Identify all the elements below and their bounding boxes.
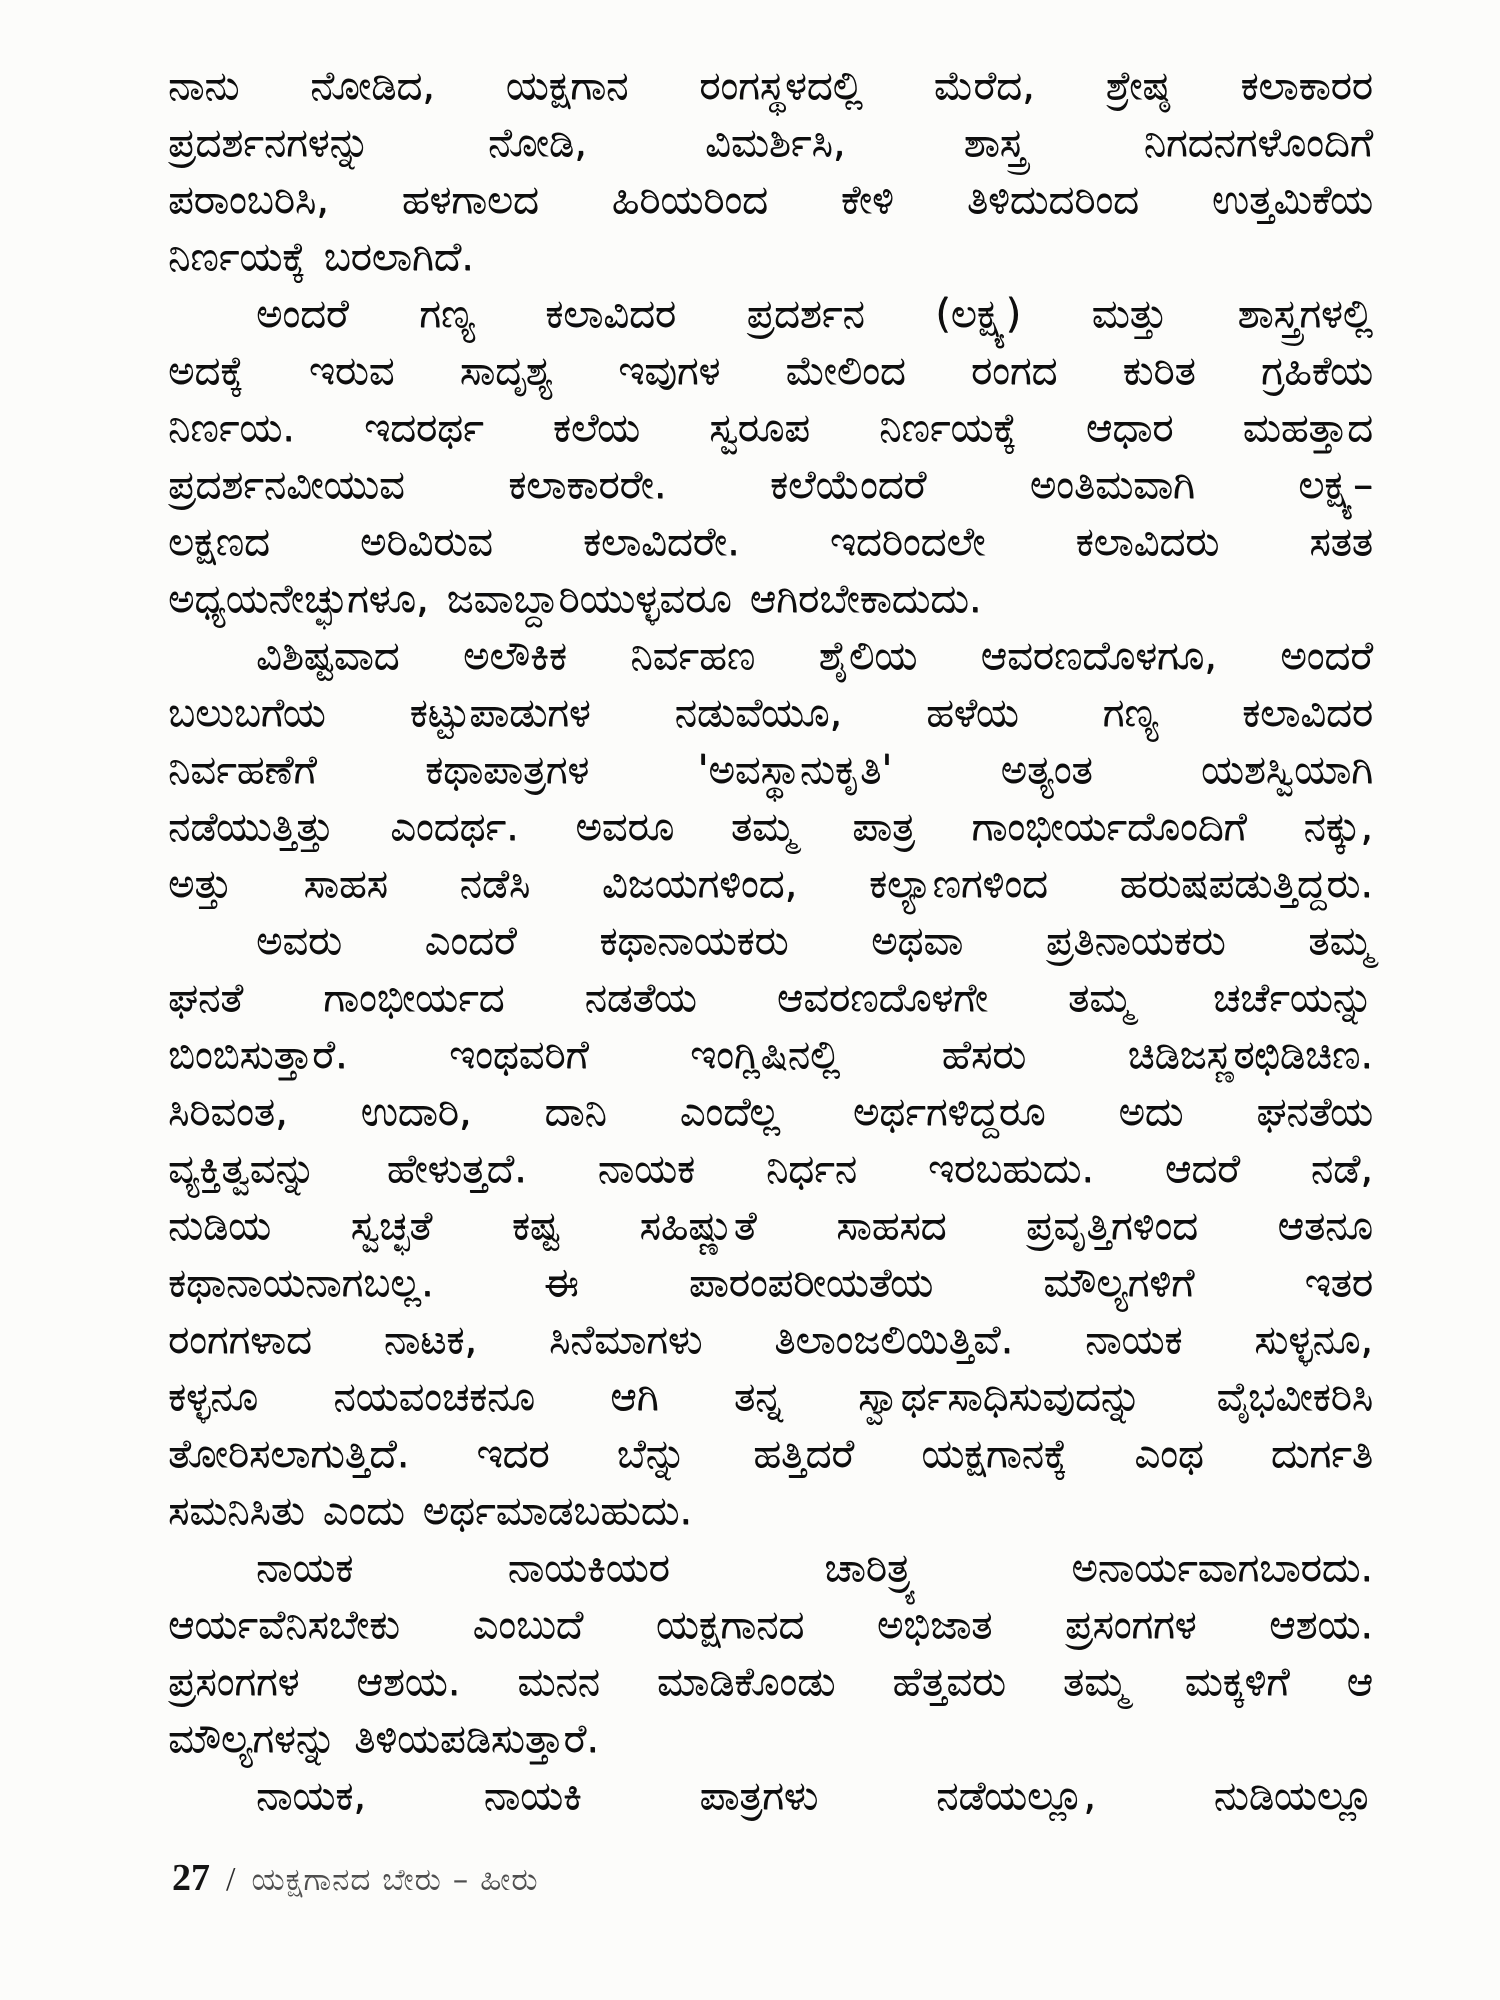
word: ತನ್ನ — [733, 1374, 783, 1420]
word: ಆಗಿರಬೇಕಾದುದು. — [749, 576, 982, 622]
text-line — [168, 400, 1373, 457]
book-title: ಯಕ್ಷಗಾನದ ಬೇರು – ಹೀರು — [251, 1862, 539, 1898]
word: ಚರ್ಚೆಯನ್ನು — [1212, 975, 1373, 1021]
word: ನುಡಿಯ — [168, 1203, 271, 1249]
word: ನಾನು — [168, 63, 240, 109]
word: ಜವಾಬ್ದಾರಿಯುಳ್ಳವರೂ — [446, 576, 732, 622]
word: ಗಣ್ಯ — [419, 291, 475, 337]
word: ಇರುವ — [308, 348, 395, 394]
word: ಅತ್ಯಂತ — [1000, 747, 1093, 793]
word: ನಿರ್ವಹಣೆಗೆ — [168, 747, 317, 793]
word: ಇಂಗ್ಲಿಷಿನಲ್ಲಿ — [690, 1032, 841, 1078]
word: ಹೆಸರು — [941, 1032, 1027, 1078]
word: ನಿರ್ಣಯ. — [168, 405, 295, 451]
word: ನಡತೆಯ — [584, 975, 697, 1021]
word: ಅತ್ತು — [168, 861, 232, 907]
text-line — [168, 1027, 1373, 1084]
word: ಕಥಾನಾಯಕರು — [599, 918, 789, 964]
word: ಕಟ್ಟುಪಾಡುಗಳ — [409, 690, 591, 736]
word: ಈ — [543, 1260, 579, 1306]
text-line — [168, 1255, 1373, 1312]
word: ರಂಗಗಳಾದ — [168, 1317, 312, 1363]
text-line — [168, 1711, 1373, 1768]
word: ಆತನೂ — [1277, 1203, 1373, 1249]
word: ಮೌಲ್ಯಗಳಿಗೆ — [1043, 1260, 1195, 1306]
word: ಘನತೆಯ — [1256, 1089, 1373, 1135]
word: ಪ್ರವೃತ್ತಿಗಳಿಂದ — [1026, 1203, 1198, 1249]
text-line — [168, 1369, 1373, 1426]
word: ಅಧ್ಯಯನೇಚ್ಛುಗಳೂ, — [168, 576, 429, 622]
word: ಕಥಾನಾಯನಾಗಬಲ್ಲ. — [168, 1260, 434, 1306]
word: ಆ — [1346, 1659, 1373, 1705]
word: ಸಾಹಸದ — [836, 1203, 947, 1249]
word: ತಿಲಾಂಜಲಿಯಿತ್ತಿವೆ. — [774, 1317, 1014, 1363]
word: ಇವುಗಳ — [618, 348, 721, 394]
word: ವಿಮರ್ಶಿಸಿ, — [705, 120, 846, 166]
text-line — [168, 970, 1373, 1027]
word: ತಿಳಿದುದರಿಂದ — [966, 177, 1139, 223]
word: ಆವರಣದೊಳಗೂ, — [980, 633, 1217, 679]
word: ನಿಗದನಗಳೊಂದಿಗೆ — [1143, 120, 1373, 166]
word: ಆವರಣದೊಳಗೇ — [776, 975, 988, 1021]
word: ಗಾಂಭೀರ್ಯದೊಂದಿಗೆ — [971, 804, 1247, 850]
word: ಸಮನಿಸಿತು — [168, 1488, 305, 1534]
word: ಕುರಿತ — [1122, 348, 1196, 394]
word: ಆರ್ಯವೆನಿಸಬೇಕು — [168, 1602, 400, 1648]
word: ಇದರ — [476, 1431, 550, 1477]
word: ಹಳೆಯ — [926, 690, 1019, 736]
word: ವಿಶಿಷ್ಟವಾದ — [256, 633, 400, 679]
word: ರಂಗಸ್ಥಳದಲ್ಲಿ — [699, 63, 863, 109]
word: ಬೆನ್ನು — [616, 1431, 687, 1477]
word: ನಡೆಯುತ್ತಿತ್ತು — [168, 804, 334, 850]
word: ಮೇಲಿಂದ — [785, 348, 906, 394]
word: ನೋಡಿದ, — [310, 63, 435, 109]
word: ಎಂದರೆ — [424, 918, 517, 964]
word: ನಾಯಕ — [256, 1545, 354, 1591]
word: ಅದಕ್ಕೆ — [168, 348, 244, 394]
word: ಹಳಗಾಲದ — [401, 177, 539, 223]
text-line — [168, 1597, 1373, 1654]
word: ನಕ್ಕು, — [1303, 804, 1373, 850]
word: ತಿಳಿಯಪಡಿಸುತ್ತಾರೆ. — [354, 1716, 599, 1762]
word: ಸಾದೃಶ್ಯ — [459, 348, 554, 394]
word: ಶೈಲಿಯ — [818, 633, 918, 679]
word: ಮತ್ತು — [1091, 291, 1167, 337]
word: ಕಥಾಪಾತ್ರಗಳ — [425, 747, 590, 793]
word: ಬಲುಬಗೆಯ — [168, 690, 326, 736]
word: ಕಲಾವಿದರ — [545, 291, 677, 337]
word: ಮನನ — [517, 1659, 600, 1705]
word: ಆಗಿ — [610, 1374, 659, 1420]
word: ನಡೆಯಲ್ಲೂ, — [936, 1773, 1096, 1819]
word: ಎಂದರ್ಥ. — [390, 804, 519, 850]
word: ನಿರ್ವಹಣ — [630, 633, 756, 679]
text-line — [168, 1141, 1373, 1198]
word: ಸಿರಿವಂತ, — [168, 1089, 288, 1135]
word: (ಲಕ್ಷ್ಯ) — [935, 291, 1022, 337]
word: ಇಂಥವರಿಗೆ — [449, 1032, 589, 1078]
word: ನಿರ್ಣಯಕ್ಕೆ — [168, 234, 306, 280]
word: ಆಶಯ. — [356, 1659, 461, 1705]
text-line — [168, 229, 1373, 286]
word: ನಾಯಕ, — [256, 1773, 366, 1819]
word: ಹೇಳುತ್ತದೆ. — [386, 1146, 527, 1192]
word: ನಯವಂಚಕನೂ — [333, 1374, 535, 1420]
word: ಪ್ರತಿನಾಯಕರು — [1045, 918, 1226, 964]
word: ತಮ್ಮ — [1308, 918, 1373, 964]
word: ಬರಲಾಗಿದೆ. — [323, 234, 474, 280]
word: ಮಕ್ಕಳಿಗೆ — [1184, 1659, 1290, 1705]
word: ತಮ್ಮ — [1062, 1659, 1128, 1705]
word: ಅಂದರೆ — [256, 291, 349, 337]
word: ಅಥವಾ — [871, 918, 964, 964]
word: ಯಕ್ಷಗಾನ — [505, 63, 629, 109]
word: ಮಹತ್ತಾದ — [1242, 405, 1373, 451]
word: ನೋಡಿ, — [488, 120, 587, 166]
word: ವ್ಯಕ್ತಿತ್ವವನ್ನು — [168, 1146, 316, 1192]
word: ಸಹಿಷ್ಣುತೆ — [639, 1203, 757, 1249]
word: ಆದರೆ — [1164, 1146, 1240, 1192]
text-block — [168, 58, 1373, 1825]
word: ಸ್ವರೂಪ — [709, 405, 810, 451]
word: ಪ್ರಸಂಗಗಳ — [1065, 1602, 1197, 1648]
word: ಎಂಥ — [1134, 1431, 1204, 1477]
text-line — [168, 58, 1373, 115]
word: ಹತ್ತಿದರೆ — [753, 1431, 855, 1477]
word: ಕೇಳಿ — [840, 177, 894, 223]
word: ನಾಯಕಿ — [483, 1773, 582, 1819]
word: ಪಾತ್ರ — [852, 804, 915, 850]
text-line — [168, 1654, 1373, 1711]
word: ನಡೆಸಿ — [459, 861, 531, 907]
word: ಇರಬಹುದು. — [927, 1146, 1094, 1192]
word: ಪಾತ್ರಗಳು — [699, 1773, 819, 1819]
word: ಕಷ್ಟ — [511, 1203, 560, 1249]
word: ಅಂತಿಮವಾಗಿ — [1029, 462, 1195, 508]
word: ಸಾಹಸ — [303, 861, 388, 907]
text-line — [168, 115, 1373, 172]
text-line — [168, 1483, 1373, 1540]
word: ಘನತೆ — [168, 975, 244, 1021]
word: ನುಡಿಯಲ್ಲೂ — [1213, 1773, 1373, 1819]
word: ತಮ್ಮ — [730, 804, 796, 850]
word: ನಿರ್ಣಯಕ್ಕೆ — [879, 405, 1017, 451]
text-line — [168, 1768, 1373, 1825]
word: ಸ್ವಾರ್ಥಸಾಧಿಸುವುದನ್ನು — [858, 1374, 1142, 1420]
text-line — [168, 799, 1373, 856]
word: ಸುಳ್ಳನೂ, — [1254, 1317, 1373, 1363]
word: ಶಾಸ್ತ್ರ — [963, 120, 1026, 166]
word: ಗಣ್ಯ — [1102, 690, 1159, 736]
word: ಸಿನೆಮಾಗಳು — [548, 1317, 703, 1363]
text-line — [168, 628, 1373, 685]
word: ಮಾಡಿಕೊಂಡು — [656, 1659, 836, 1705]
word: ಮೌಲ್ಯಗಳನ್ನು — [168, 1716, 337, 1762]
text-line — [168, 685, 1373, 742]
word: ಕಲೆಯ — [552, 405, 640, 451]
text-line — [168, 286, 1373, 343]
word: ಕಲ್ಯಾಣಗಳಿಂದ — [868, 861, 1048, 907]
text-line — [168, 571, 1373, 628]
word: ಅದು — [1118, 1089, 1184, 1135]
word: ಲಕ್ಷಣದ — [168, 519, 270, 565]
word: ಎಂದೆಲ್ಲ — [679, 1089, 780, 1135]
word: ಪ್ರಸಂಗಗಳ — [168, 1659, 300, 1705]
word: ಅರಿವಿರುವ — [359, 519, 493, 565]
page-number: 27 — [172, 1857, 210, 1899]
word: ಕಲಾಕಾರರ — [1240, 63, 1373, 109]
word: ಕಲಾವಿದರ — [1242, 690, 1373, 736]
word: ದಾನಿ — [544, 1089, 607, 1135]
word: ಅರ್ಥಗಳಿದ್ದರೂ — [852, 1089, 1046, 1135]
word: ಇತರ — [1304, 1260, 1373, 1306]
word: ಅರ್ಥಮಾಡಬಹುದು. — [422, 1488, 693, 1534]
word: ನಾಟಕ, — [383, 1317, 478, 1363]
word: ಶ್ರೇಷ್ಠ — [1105, 63, 1170, 109]
word: ಆಶಯ. — [1269, 1602, 1373, 1648]
word: ನಾಯಕಿಯರ — [507, 1545, 670, 1591]
text-line — [168, 457, 1373, 514]
word: ಅಲೌಕಿಕ — [462, 633, 567, 679]
footer-separator: / — [226, 1861, 236, 1898]
text-line — [168, 742, 1373, 799]
word: ಚಾರಿತ್ರ್ಯ — [824, 1545, 917, 1591]
word: ಹೆತ್ತವರು — [892, 1659, 1006, 1705]
text-line — [168, 1540, 1373, 1597]
word: ಪಾರಂಪರೀಯತೆಯ — [688, 1260, 934, 1306]
word: ಪ್ರದರ್ಶನಗಳನ್ನು — [168, 120, 370, 166]
word: ಕಲಾವಿದರು — [1075, 519, 1220, 565]
word: ಇದರಿಂದಲೇ — [829, 519, 986, 565]
word: ಮೆರೆದ, — [933, 63, 1035, 109]
word: ನಡೆ, — [1310, 1146, 1373, 1192]
word: ಉದಾರಿ, — [360, 1089, 472, 1135]
word: ನಾಯಕ — [597, 1146, 695, 1192]
page-footer — [172, 1856, 539, 1900]
word: ನಿರ್ಧನ — [765, 1146, 857, 1192]
word: ಕಳ್ಳನೂ — [168, 1374, 258, 1420]
word: ದುರ್ಗತಿ — [1270, 1431, 1373, 1477]
text-line — [168, 172, 1373, 229]
word: ಪ್ರದರ್ಶನ — [746, 291, 865, 337]
word: ಸತತ — [1309, 519, 1373, 565]
word: ಆಧಾರ — [1085, 405, 1174, 451]
word: ಕಲಾಕಾರರೇ. — [508, 462, 667, 508]
text-line — [168, 1312, 1373, 1369]
word: ಪರಾಂಬರಿಸಿ, — [168, 177, 329, 223]
word: ಯಕ್ಷಗಾನದ — [655, 1602, 805, 1648]
word: ಗ್ರಹಿಕೆಯ — [1260, 348, 1373, 394]
word: ತೋರಿಸಲಾಗುತ್ತಿದೆ. — [168, 1431, 410, 1477]
word: ತಮ್ಮ — [1068, 975, 1133, 1021]
word: ಕಲಾವಿದರೇ. — [583, 519, 740, 565]
text-line — [168, 856, 1373, 913]
word: ಹರುಷಪಡುತ್ತಿದ್ದರು. — [1119, 861, 1373, 907]
word: ಉತ್ತಮಿಕೆಯ — [1211, 177, 1373, 223]
text-line — [168, 913, 1373, 970]
word: ಅವರು — [256, 918, 342, 964]
word: ಬಿಂಬಿಸುತ್ತಾರೆ. — [168, 1032, 348, 1078]
word: ವೈಭವೀಕರಿಸಿ — [1216, 1374, 1373, 1420]
word: ಗಾಂಭೀರ್ಯದ — [323, 975, 505, 1021]
word: ಅಭಿಜಾತ — [876, 1602, 993, 1648]
word: ಇದರರ್ಥ — [364, 405, 484, 451]
word: ಸ್ವಚ್ಛತೆ — [350, 1203, 433, 1249]
word: ನಾಯಕ — [1085, 1317, 1183, 1363]
word: ಶಾಸ್ತ್ರಗಳಲ್ಲಿ — [1237, 291, 1373, 337]
word: ಎಂಬುದೆ — [472, 1602, 584, 1648]
word: 'ಅವಸ್ಥಾನುಕೃತಿ' — [697, 747, 893, 793]
word: ಚಿಡಿಜಸ್ಣಠಛಿಡಿಚಿಣ. — [1127, 1032, 1373, 1078]
word: ಯಕ್ಷಗಾನಕ್ಕೆ — [921, 1431, 1068, 1477]
text-line — [168, 1426, 1373, 1483]
word: ಅಂದರೆ — [1280, 633, 1373, 679]
word: ಪ್ರದರ್ಶನವೀಯುವ — [168, 462, 405, 508]
text-line — [168, 1084, 1373, 1141]
text-line — [168, 514, 1373, 571]
word: ನಡುವೆಯೂ, — [674, 690, 843, 736]
word: ರಂಗದ — [971, 348, 1058, 394]
word: ಅನಾರ್ಯವಾಗಬಾರದು. — [1071, 1545, 1373, 1591]
word: ಲಕ್ಷ್ಯ– — [1298, 462, 1373, 508]
text-line — [168, 1198, 1373, 1255]
word: ವಿಜಯಗಳಿಂದ, — [601, 861, 798, 907]
word: ಅವರೂ — [575, 804, 675, 850]
word: ಕಲೆಯೆಂದರೆ — [770, 462, 927, 508]
text-line — [168, 343, 1373, 400]
word: ಎಂದು — [322, 1488, 405, 1534]
word: ಯಶಸ್ವಿಯಾಗಿ — [1200, 747, 1373, 793]
word: ಹಿರಿಯರಿಂದ — [611, 177, 768, 223]
